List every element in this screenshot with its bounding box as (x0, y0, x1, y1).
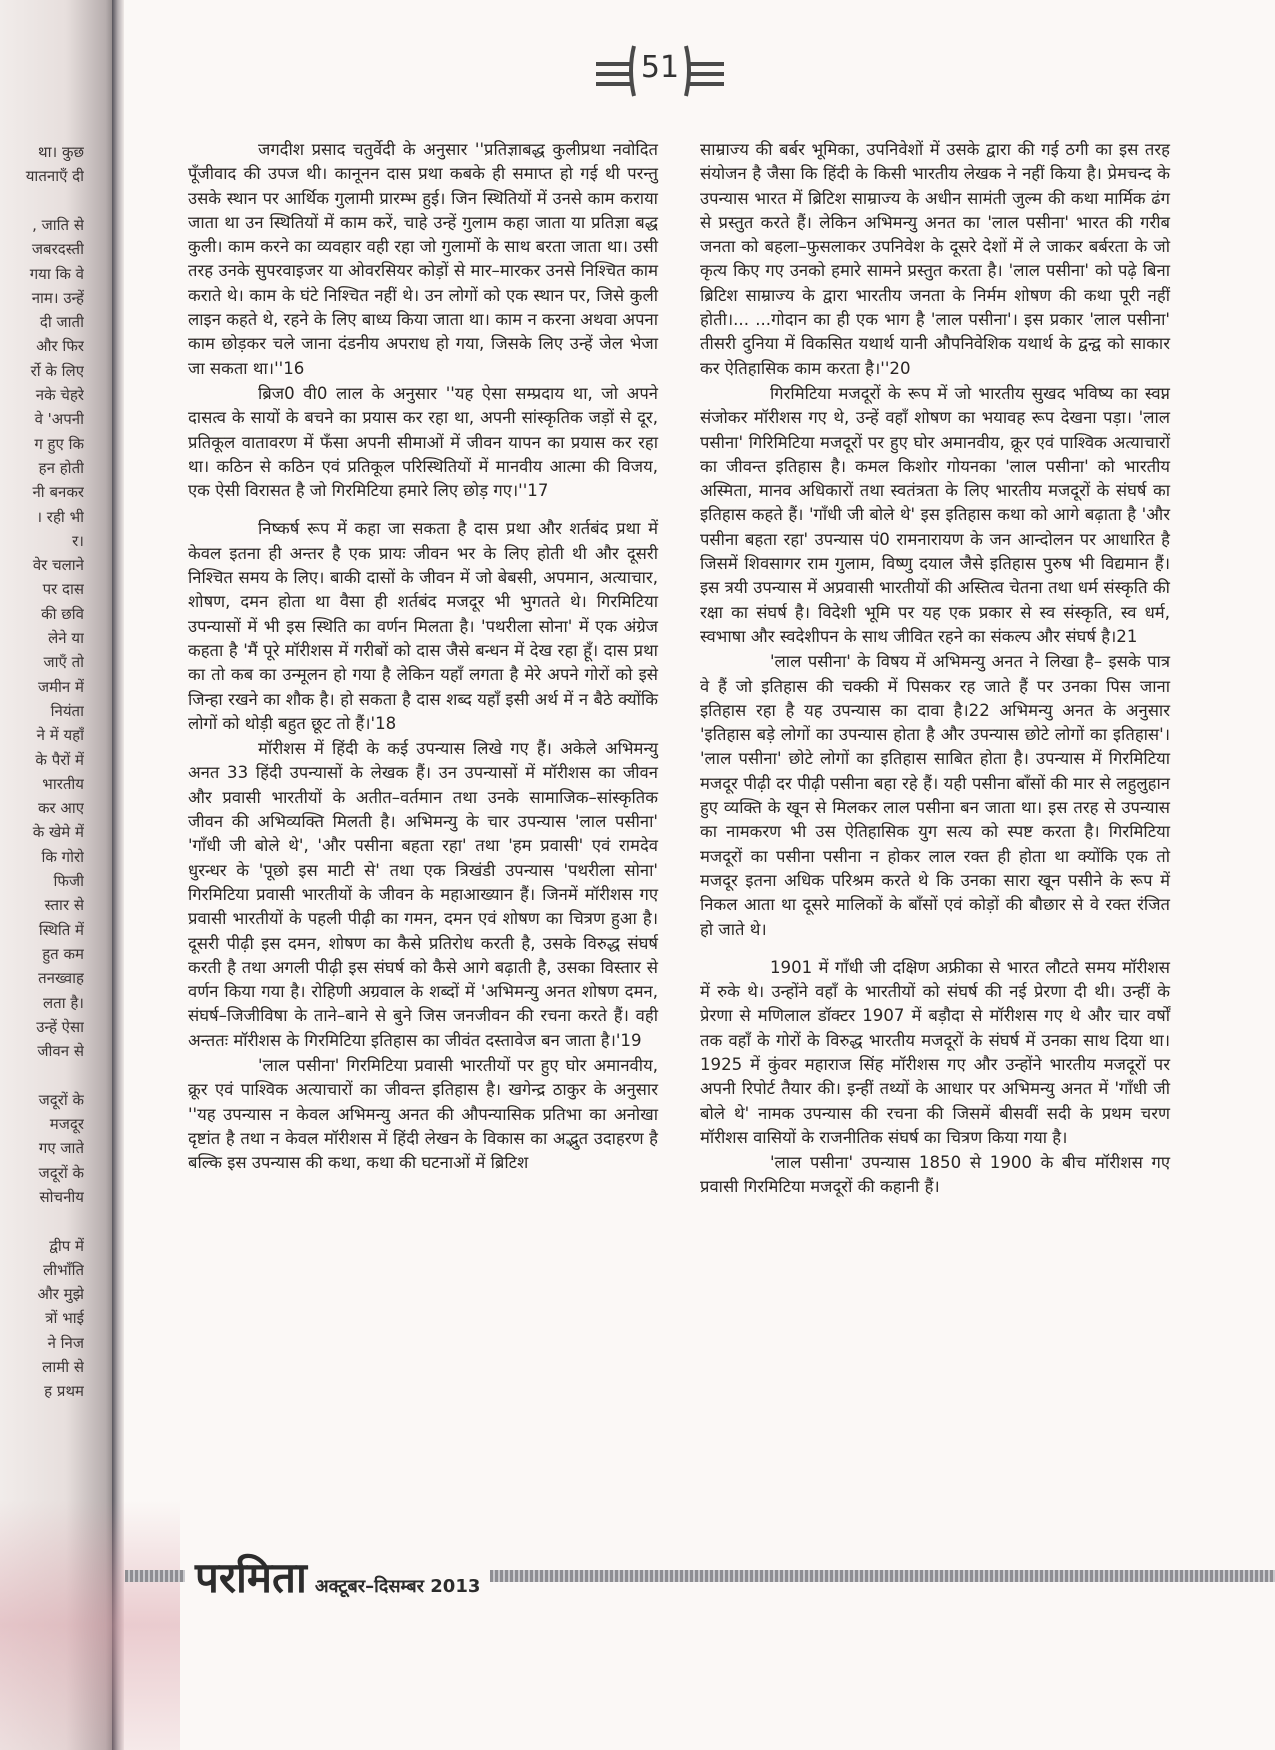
fragment-text: नके चेहरे (35, 386, 84, 404)
fragment-text: स्थिति में (38, 920, 84, 939)
paragraph: साम्राज्य की बर्बर भूमिका, उपनिवेशों में उसके द्वारा की गई ठगी का इस तरह संयोजन है जैसा कि हिंदी के किसी भारतीय लेखक ने नहीं किया है। प्रेमचन्द के उपन्यास भारत में ब्रिटिश साम्राज्य के अधीन सामंती जुल्म की कथा मार्मिक ढंग से प्रस्तुत करते हैं। लेकिन अभिमन्यु अनत का 'लाल पसीना' भारत की गरीब जनता को बहला–फुसलाकर उपनिवेश के दूसरे देशों में ले जाकर बर्बरता के जो कृत्य किए गए उनको हमारे सामने प्रस्तुत करता है। 'लाल पसीना' को पढ़े बिना ब्रिटिश साम्राज्य के द्वारा भारतीय जनता के निर्मम शोषण की कथा पूरी नहीं होती।... ...गोदान का ही एक भाग है 'लाल पसीना'। इस प्रकार 'लाल पसीना' तीसरी दुनिया में विकसित यथार्थ यानी औपनिवेशिक यथार्थ के द्वन्द्व को साकार कर ऐतिहासिक काम करता है।''20 (700, 140, 1170, 378)
adjacent-page-text-fragment (0, 555, 84, 575)
fragment-text: भारतीय (42, 774, 84, 793)
adjacent-page-text-fragment (0, 677, 84, 697)
adjacent-page-text-fragment (0, 166, 84, 186)
adjacent-page-text-fragment (0, 434, 84, 454)
adjacent-page-text-fragment (0, 288, 84, 308)
adjacent-page-text-fragment (0, 215, 84, 235)
paragraph: 'लाल पसीना' उपन्यास 1850 से 1900 के बीच मॉरीशस गए प्रवासी गिरमिटिया मजदूरों की कहानी हैं। (700, 1153, 1170, 1197)
fragment-text: के पैरों में (35, 750, 84, 769)
adjacent-page-text-fragment (0, 1138, 84, 1158)
fragment-text: जदूरों के (38, 1090, 84, 1109)
issue-date: अक्टूबर–दिसम्बर 2013 (314, 1576, 481, 1597)
fragment-text: तनख्वाह (38, 969, 84, 988)
fragment-text: लामी से (42, 1358, 84, 1376)
paragraph: गिरमिटिया मजदूरों के रूप में जो भारतीय सुखद भविष्य का स्वप्न संजोकर मॉरीशस गए थे, उन्हें वहाँ शोषण का भयावह रूप देखना पड़ा। 'लाल पसीना' गिरिमिटिया मजदूरों पर हुए घोर अमानवीय, क्रूर एवं पाश्विक अत्याचारों का जीवन्त इतिहास है। कमल किशोर गोयनका 'लाल पसीना' को भारतीय अस्मिता, मानव अधिकारों तथा स्वतंत्रता के लिए भारतीय मजदूरों के संघर्ष का इतिहास कहते हैं। 'गाँधी जी बोले थे' इस इतिहास कथा को आगे बढ़ाता है 'और पसीना बहता रहा' उपन्यास पं0 रामनारायण के जन आन्दोलन पर आधारित है जिसमें शिवसागर राम गुलाम, विष्णु दयाल जैसे इतिहास पुरुष भी विद्यमान हैं। इस त्रयी उपन्यास में अप्रवासी भारतीयों की अस्तित्व चेतना तथा धर्म संस्कृति की रक्षा का संघर्ष है। विदेशी भूमि पर यह एक प्रकार से स्व संस्कृति, स्व धर्म, स्वभाषा और स्वदेशीपन के साथ जीवित रहने का संकल्प और संघर्ष है।21 (700, 383, 1170, 646)
adjacent-page-edge (0, 0, 120, 1750)
adjacent-page-text-fragment (0, 1114, 84, 1134)
footer (185, 1548, 490, 1602)
adjacent-page-text-fragment (0, 482, 84, 502)
fragment-text: की छवि (41, 604, 84, 623)
fragment-text: के खेमे में (32, 823, 84, 842)
adjacent-page-text-fragment (0, 531, 84, 551)
fragment-text: स्तार से (44, 896, 84, 915)
page-number: 51 (640, 50, 680, 85)
adjacent-page-text-fragment (0, 1041, 84, 1061)
fragment-text: ग हुए कि (34, 434, 84, 453)
left-text-column (188, 138, 658, 1175)
fragment-text: जीवन से (37, 1042, 84, 1061)
fragment-text: , जाति से (32, 215, 84, 234)
fragment-text: मजदूर (49, 1115, 84, 1133)
paragraph: जगदीश प्रसाद चतुर्वेदी के अनुसार ''प्रतिज्ञाबद्ध कुलीप्रथा नवोदित पूँजीवाद की उपज थी। कानूनन दास प्रथा कबके ही समाप्त हो गई थी परन्तु उसके स्थान पर आर्थिक गुलामी प्रारम्भ हुई। जिन स्थितियों में उनसे काम कराया जाता था उन स्थितियों में काम करें, चाहे उन्हें गुलाम कहा जाता या प्रतिज्ञा बद्ध कुली। काम करने का व्यवहार वही रहा जो गुलामों के साथ बरता जाता था। उसी तरह उनके सुपरवाइजर या ओवरसियर कोड़ों से मार–मारकर उनसे निश्चित काम कराते थे। काम के घंटे निश्चित नहीं थे। उन लोगों को एक स्थान पर, जिसे कुली लाइन कहते थे, रहने के लिए बाध्य किया जाता था। काम न करना अथवा अपना काम छोड़कर चले जाना दंडनीय अपराध हो गया, जिसके लिए उन्हें जेल भेजा जा सकता था।''16 (188, 140, 658, 378)
fragment-text: सोचनीय (39, 1187, 84, 1206)
fragment-text: कर आए (37, 799, 84, 818)
adjacent-page-text-fragment (0, 1260, 84, 1280)
adjacent-page-text-fragment (0, 239, 84, 259)
page-number-ornament (590, 40, 730, 100)
fragment-text: ने निज (47, 1333, 84, 1352)
adjacent-page-text-fragment (0, 798, 84, 818)
adjacent-page-text-fragment (0, 142, 84, 162)
adjacent-page-text-fragment (0, 774, 84, 794)
fragment-text: उन्हें ऐसा (36, 1017, 84, 1036)
adjacent-page-text-fragment (0, 264, 84, 284)
fragment-text: र। (72, 531, 84, 550)
adjacent-page-text-fragment (0, 944, 84, 964)
adjacent-page-text-fragment (0, 628, 84, 648)
adjacent-page-text-fragment (0, 1308, 84, 1328)
fragment-text: वेर चलाने (32, 556, 84, 575)
adjacent-page-text-fragment (0, 968, 84, 988)
adjacent-page-text-fragment (0, 701, 84, 721)
fragment-text: ने में यहाँ (36, 726, 84, 745)
adjacent-page-text-fragment (0, 409, 84, 429)
fragment-text: गया कि वे (29, 264, 84, 283)
fragment-text: र्रो के लिए (30, 361, 84, 380)
fragment-text: पर दास (42, 580, 84, 599)
fragment-text: ह प्रथम (44, 1382, 84, 1401)
adjacent-page-text-fragment (0, 725, 84, 745)
adjacent-page-text-fragment (0, 1284, 84, 1304)
adjacent-page-text-fragment (0, 847, 84, 867)
paragraph: 'लाल पसीना' गिरमिटिया प्रवासी भारतीयों पर हुए घोर अमानवीय, क्रूर एवं पाश्विक अत्याचारों का जीवन्त इतिहास है। खगेन्द्र ठाकुर के अनुसार ''यह उपन्यास न केवल अभिमन्यु अनत की औपन्यासिक प्रतिभा का अनोखा दृष्टांत है तथा न केवल मॉरीशस में हिंदी लेखन के विकास का अद्भुत उदाहरण है बल्कि इस उपन्यास की कथा, कथा की घटनाओं में ब्रिटिश (188, 1055, 658, 1173)
adjacent-page-text-fragment (0, 312, 84, 332)
adjacent-page-text-fragment (0, 385, 84, 405)
fragment-text: था। कुछ (38, 143, 84, 161)
fragment-text: । रही भी (36, 507, 84, 526)
fragment-text: नियंता (50, 701, 84, 720)
adjacent-page-text-fragment (0, 1163, 84, 1183)
adjacent-page-text-fragment (0, 1357, 84, 1377)
adjacent-page-text-fragment (0, 579, 84, 599)
adjacent-page-text-fragment (0, 750, 84, 770)
adjacent-page-text-fragment (0, 1187, 84, 1207)
paragraph: निष्कर्ष रूप में कहा जा सकता है दास प्रथा और शर्तबंद प्रथा में केवल इतना ही अन्तर है एक प्रायः जीवन भर के लिए होती थी और दूसरी निश्चित समय के लिए। बाकी दासों के जीवन में जो बेबसी, अपमान, अत्याचार, शोषण, दमन होता था वैसा ही शर्तबंद मजदूर भी भुगतते थे। गिरमिटिया उपन्यासों में भी इस स्थिति का वर्णन मिलता है। 'पथरीला सोना' में एक अंग्रेज कहता है 'मैं पूरे मॉरीशस में गरीबों को दास जैसे बन्धन में देख रहा हूँ। दास प्रथा का तो कब का उन्मूलन हो गया है लेकिन यहाँ लगता है मेरे अपने गोरों को इसे जिन्हा रखने का शौक है। हो सकता है दास शब्द यहाँ इसी अर्थ में न बैठे क्योंकि लोगों को थोड़ी बहुत छूट तो हैं।'18 (188, 519, 658, 733)
fragment-text: और फिर (36, 337, 84, 356)
fragment-text: जाएँ तो (43, 653, 84, 672)
fragment-text: जमीन में (37, 677, 84, 696)
page-smudge (0, 1500, 180, 1750)
paragraph: 1901 में गाँधी जी दक्षिण अफ्रीका से भारत लौटते समय मॉरीशस में रुके थे। उन्होंने वहाँ के भारतीयों को संघर्ष की नई प्रेरणा दी थी। उन्हीं के प्रेरणा से मणिलाल डॉक्टर 1907 में बड़ौदा से मॉरीशस गए थे और चार वर्षों तक वहाँ के गोरों के विरुद्ध भारतीय मजदूरों के संघर्ष में उनका साथ दिया था। 1925 में कुंवर महाराज सिंह मॉरीशस गए और उन्होंने भारतीय मजदूरों पर अपनी रिपोर्ट तैयार की। इन्हीं तथ्यों के आधार पर अभिमन्यु अनत में 'गाँधी जी बोले थे' नामक उपन्यास की रचना की जिसमें बीसवीं सदी के प्रथम चरण मॉरीशस वासियों के राजनीतिक संघर्ष का चित्रण किया गया है। (700, 957, 1170, 1147)
magazine-title: परमिता (195, 1553, 307, 1602)
adjacent-page-text-fragment (0, 1381, 84, 1401)
adjacent-page-text-fragment (0, 920, 84, 940)
adjacent-page-text-fragment (0, 1090, 84, 1110)
fragment-text: लता है। (42, 993, 84, 1012)
adjacent-page-text-fragment (0, 993, 84, 1013)
adjacent-page-text-fragment (0, 1017, 84, 1037)
fragment-text: फिजी (53, 872, 84, 890)
fragment-text: जबरदस्ती (31, 240, 84, 259)
fragment-text: और मुझे (37, 1285, 84, 1304)
fragment-text: कि गोरो (41, 847, 84, 866)
fragment-text: यातनाएँ दी (25, 167, 84, 186)
fragment-text: वे 'अपनी (34, 410, 84, 429)
paragraph: 'लाल पसीना' के विषय में अभिमन्यु अनत ने लिखा है– इसके पात्र वे हैं जो इतिहास की चक्की में पिसकर रह जाते हैं पर उनका पिस जाना इतिहास रहा है यह उपन्यास का दावा है।22 अभिमन्यु अनत के अनुसार 'इतिहास बड़े लोगों का उपन्यास होता है और उपन्यास छोटे लोगों का इतिहास'। 'लाल पसीना' छोटे लोगों का इतिहास साबित होता है। उपन्यास में गिरमिटिया मजदूर पीढ़ी दर पीढ़ी पसीना बहा रहे हैं। यही पसीना बाँसों की मार से लहुलुहान हुए व्यक्ति के खून से मिलकर लाल पसीना बन जाता था। इस तरह से उपन्यास का नामकरण भी उस ऐतिहासिक युग सत्य को स्पष्ट करता है। गिरमिटिया मजदूरों का पसीना पसीना न होकर लाल रक्त ही होता था क्योंकि एक तो मजदूर इतना अधिक परिश्रम करते थे कि उनका सारा खून पसीने के रूप में निकल आता था दूसरे मालिकों के बाँसों एवं कोड़ों की बौछार से वे रक्त रंजित हो जाते थे। (700, 652, 1170, 939)
fragment-text: द्वीप में (49, 1236, 84, 1255)
adjacent-page-text-fragment (0, 361, 84, 381)
fragment-text: दी जाती (39, 313, 84, 332)
adjacent-page-text-fragment (0, 1333, 84, 1353)
fragment-text: नी बनकर (32, 483, 84, 502)
fragment-text: हन होती (38, 458, 84, 477)
fragment-text: त्रों भाई (45, 1309, 84, 1328)
paragraph: ब्रिज0 वी0 लाल के अनुसार ''यह ऐसा सम्प्रदाय था, जो अपने दासत्व के सायों के बचने का प्रयास कर रहा था, अपनी सांस्कृतिक जड़ों से दूर, प्रतिकूल वातावरण में फँसा अपनी सीमाओं में जीवन यापन का प्रयास कर रहा था। कठिन से कठिन एवं प्रतिकूल परिस्थितियों में मानवीय आत्मा की विजय, एक ऐसी विरासत है जो गिरमिटिया हमारे लिए छोड़ गए।''17 (188, 383, 658, 501)
adjacent-page-text-fragment (0, 604, 84, 624)
adjacent-page-text-fragment (0, 1236, 84, 1256)
adjacent-page-text-fragment (0, 507, 84, 527)
adjacent-page-text-fragment (0, 336, 84, 356)
adjacent-page-text-fragment (0, 458, 84, 478)
fragment-text: लीभाँति (43, 1260, 84, 1279)
paragraph: मॉरीशस में हिंदी के कई उपन्यास लिखे गए हैं। अकेले अभिमन्यु अनत 33 हिंदी उपन्यासों के लेखक हैं। उन उपन्यासों में मॉरीशस का जीवन और प्रवासी भारतीयों के अतीत–वर्तमान तथा उनके सामाजिक–सांस्कृतिक जीवन की अभिव्यक्ति मिलती है। अभिमन्यु के चार उपन्यास 'लाल पसीना' 'गाँधी जी बोले थे', 'और पसीना बहता रहा' तथा 'हम प्रवासी' एवं रामदेव धुरन्धर के 'पूछो इस माटी से' तथा एक त्रिखंडी उपन्यास 'पथरीला सोना' गिरमिटिया प्रवासी भारतीयों के जीवन के महाआख्यान हैं। जिनमें मॉरीशस गए प्रवासी भारतीयों के पहली पीढ़ी का गमन, दमन एवं शोषण का चित्रण हुआ है। दूसरी पीढ़ी इस दमन, शोषण का कैसे प्रतिरोध करती है, उसके विरुद्ध संघर्ष करती है तथा अगली पीढ़ी इस संघर्ष को कैसे आगे बढ़ाती है, उसका विस्तार से वर्णन किया गया है। रोहिणी अग्रवाल के शब्दों में 'अभिमन्यु अनत शोषण दमन, संघर्ष–जिजीविषा के ताने–बाने से बुने जिस जनजीवन की रचना करते हैं। वही अन्ततः मॉरीशस के गिरमिटिया इतिहास का जीवंत दस्तावेज बन जाता है।'19 (188, 739, 658, 1050)
adjacent-page-text-fragment (0, 895, 84, 915)
right-text-column (700, 138, 1170, 1200)
adjacent-page-text-fragment (0, 652, 84, 672)
page-gutter (112, 0, 124, 1750)
fragment-text: हुत कम (42, 944, 84, 963)
fragment-text: जदूरों के (38, 1163, 84, 1182)
adjacent-page-text-fragment (0, 871, 84, 891)
adjacent-page-text-fragment (0, 822, 84, 842)
fragment-text: नाम। उन्हें (31, 288, 84, 307)
fragment-text: लेने या (48, 629, 84, 647)
fragment-text: गए जाते (38, 1139, 84, 1158)
